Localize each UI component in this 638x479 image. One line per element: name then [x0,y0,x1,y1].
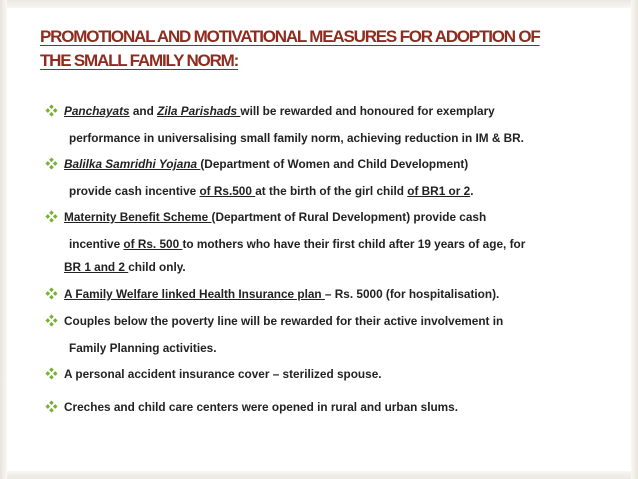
slide-left-edge [0,0,7,479]
item-2-department: (Department of Women and Child Development) [200,157,469,171]
item-1-zila-parishads: Zila Parishads [157,104,241,118]
slide-right-edge [631,0,638,479]
item-2-line-1 [64,157,468,171]
item-5-line-2: Family Planning activities. [69,341,217,355]
item-2-birth-rank: of BR1 or 2 [407,184,471,198]
slide-top-edge [0,0,638,8]
diamond-bullet-icon [45,210,58,223]
item-1-and: and [129,104,158,118]
item-3-department: (Department of Rural Development) provide cash [211,210,487,224]
item-3-birth-rank: BR 1 and 2 [64,260,129,274]
item-6-line-1: A personal accident insurance cover – sterilized spouse. [64,367,382,381]
slide-bottom-edge [0,471,638,479]
item-1-line-1 [64,104,495,118]
slide-title [40,25,630,73]
diamond-bullet-icon [45,400,58,413]
diamond-bullet-icon [45,287,58,300]
item-3-amount: of Rs. 500 [123,237,183,251]
item-4-line-1 [64,287,499,301]
item-3-text-c: child only. [128,260,186,274]
item-2-scheme-name: Balilka Samridhi Yojana [64,157,201,171]
item-3-text-a: incentive [69,237,124,251]
item-5-line-1: Couples below the poverty line will be rewarded for their active involvement in [64,314,504,328]
item-4-text: – Rs. 5000 (for hospitalisation). [324,287,500,301]
item-3-line-1 [64,210,486,224]
item-2-amount: of Rs.500 [199,184,256,198]
diamond-bullet-icon [45,104,58,117]
item-2-text-a: provide cash incentive [69,184,200,198]
diamond-bullet-icon [45,314,58,327]
item-4-plan-name: A Family Welfare linked Health Insurance plan [64,287,325,301]
title-line-2: THE SMALL FAMILY NORM: [40,51,239,70]
diamond-bullet-icon [45,367,58,380]
item-1-panchayats: Panchayats [64,104,130,118]
diamond-bullet-icon [45,157,58,170]
item-1-text: will be rewarded and honoured for exemplary [240,104,495,118]
item-3-line-2 [69,237,525,251]
item-2-period: . [470,184,474,198]
item-3-line-3 [64,260,186,274]
item-2-line-2 [69,184,473,198]
item-3-text-b: to mothers who have their first child after 19 years of age, for [182,237,526,251]
title-line-1: PROMOTIONAL AND MOTIVATIONAL MEASURES FOR ADOPTION OF [40,27,540,46]
item-3-scheme-name: Maternity Benefit Scheme [64,210,212,224]
item-2-text-b: at the birth of the girl child [255,184,408,198]
item-1-line-2: performance in universalising small family norm, achieving reduction in IM & BR. [69,131,524,145]
item-7-line-1: Creches and child care centers were opened in rural and urban slums. [64,400,459,414]
